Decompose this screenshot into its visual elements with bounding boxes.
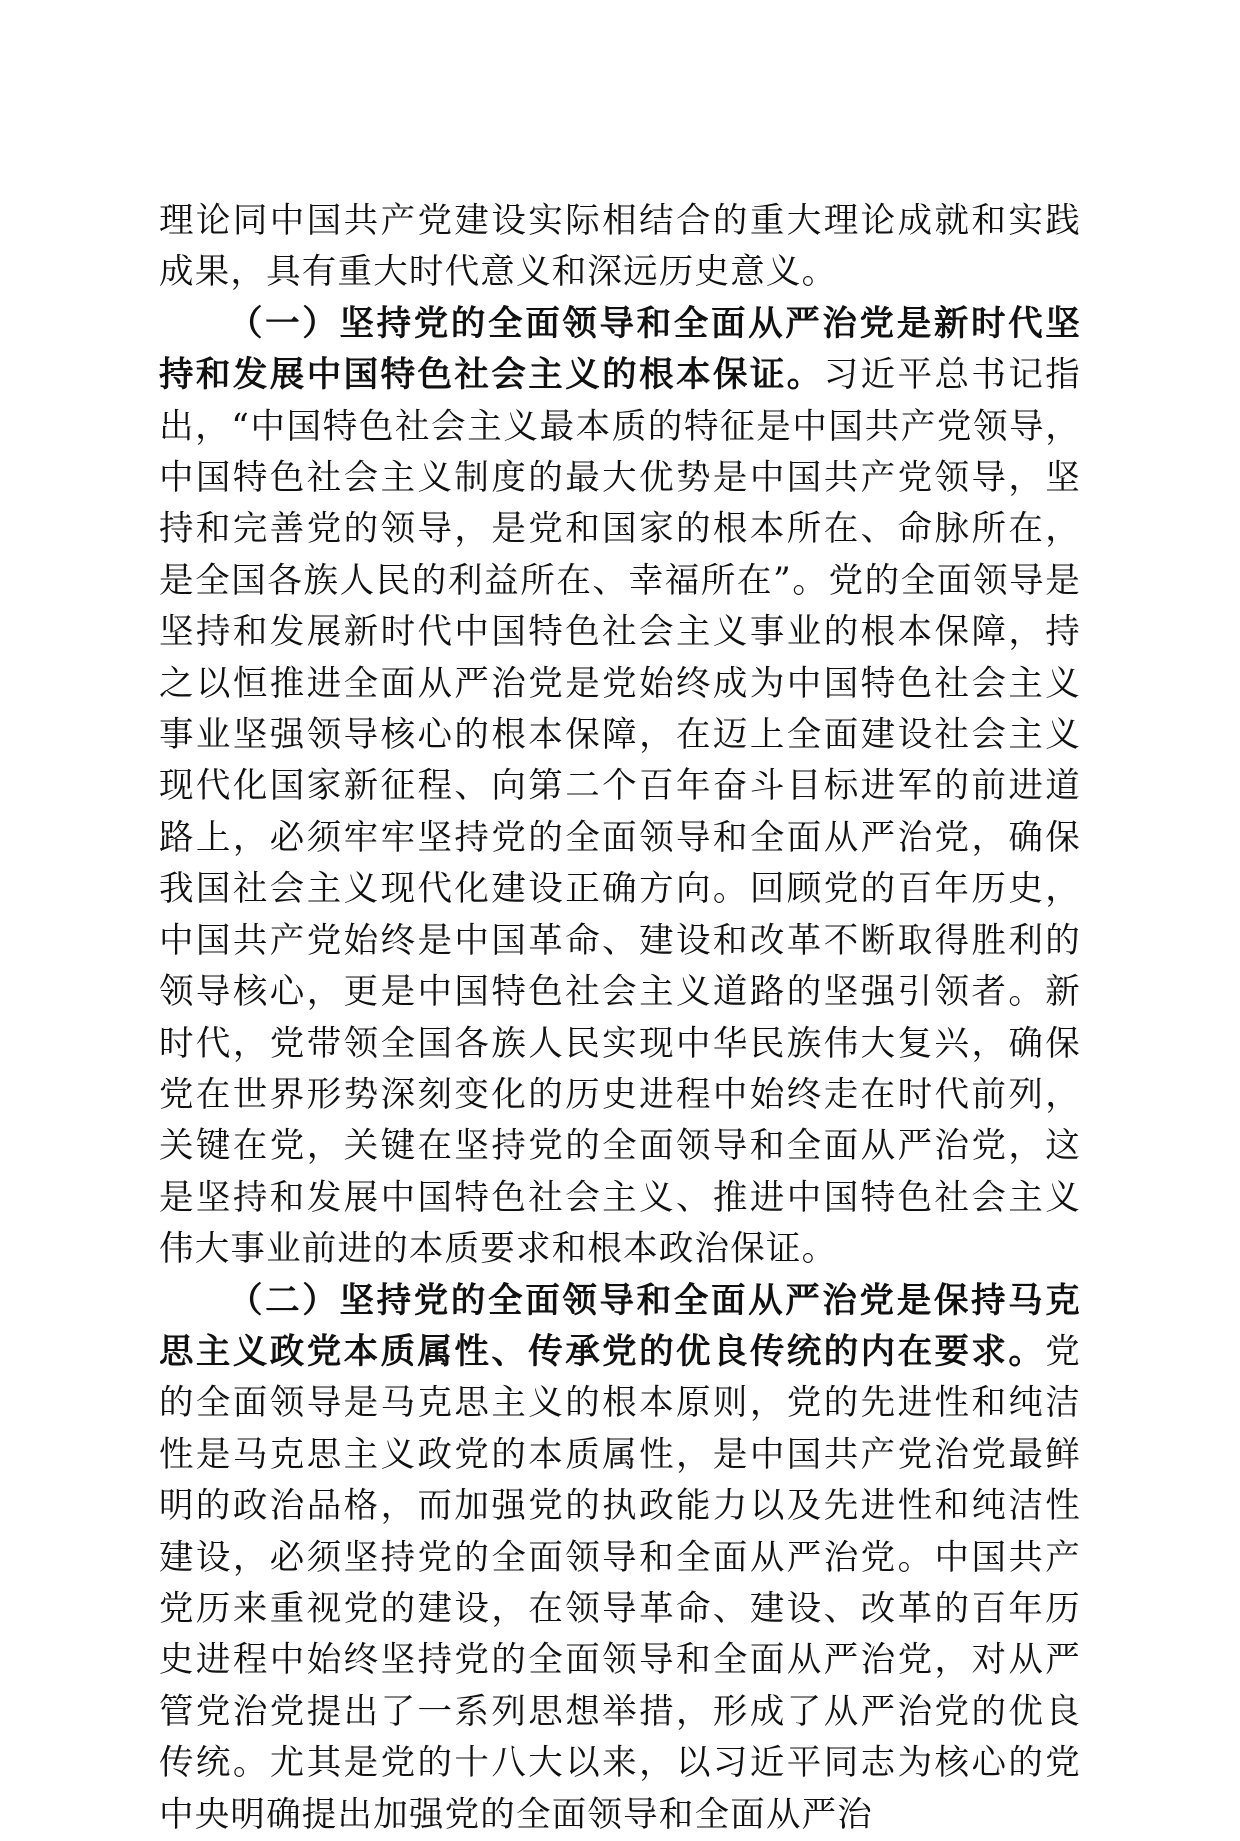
paragraph-body: 理论同中国共产党建设实际相结合的重大理论成就和实践成果，具有重大时代意义和深远历史意义。: [159, 201, 1081, 293]
paragraph-section-1: [159, 299, 1081, 1276]
section-heading: （二）坚持党的全面领导和全面从严治党是保持马克思主义政党本质属性、传承党的优良传统的内在要求。: [159, 1280, 1081, 1372]
section-heading: （一）坚持党的全面领导和全面从严治党是新时代坚持和发展中国特色社会主义的根本保证。: [159, 303, 1081, 396]
paragraph-section-2: [159, 1276, 1081, 1841]
document-body: [159, 196, 1081, 1841]
paragraph-body: 习近平总书记指出，“中国特色社会主义最本质的特征是中国共产党领导，中国特色社会主义制度的最大优势是中国共产党领导，坚持和完善党的领导，是党和国家的根本所在、命脉所在，是全国各族人民的利益所在、幸福所在”。党的全面领导是坚持和发展新时代中国特色社会主义事业的根本保障，持之以恒推进全面从严治党是党始终成为中国特色社会主义事业坚强领导核心的根本保障，在迈上全面建设社会主义现代化国家新征程、向第二个百年奋斗目标进军的前进道路上，必须牢牢坚持党的全面领导和全面从严治党，确保我国社会主义现代化建设正确方向。回顾党的百年历史，中国共产党始终是中国革命、建设和改革不断取得胜利的领导核心，更是中国特色社会主义道路的坚强引领者。新时代，党带领全国各族人民实现中华民族伟大复兴，确保党在世界形势深刻变化的历史进程中始终走在时代前列，关键在党，关键在坚持党的全面领导和全面从严治党，这是坚持和发展中国特色社会主义、推进中国特色社会主义伟大事业前进的本质要求和根本政治保证。: [159, 355, 1081, 1270]
paragraph-body: 党的全面领导是马克思主义的根本原则，党的先进性和纯洁性是马克思主义政党的本质属性，是中国共产党治党最鲜明的政治品格，而加强党的执政能力以及先进性和纯洁性建设，必须坚持党的全面领导和全面从严治党。中国共产党历来重视党的建设，在领导革命、建设、改革的百年历史进程中始终坚持党的全面领导和全面从严治党，对从严管党治党提出了一系列思想举措，形成了从严治党的优良传统。尤其是党的十八大以来，以习近平同志为核心的党中央明确提出加强党的全面领导和全面从严治: [159, 1331, 1081, 1835]
paragraph-continuation: [159, 196, 1081, 299]
